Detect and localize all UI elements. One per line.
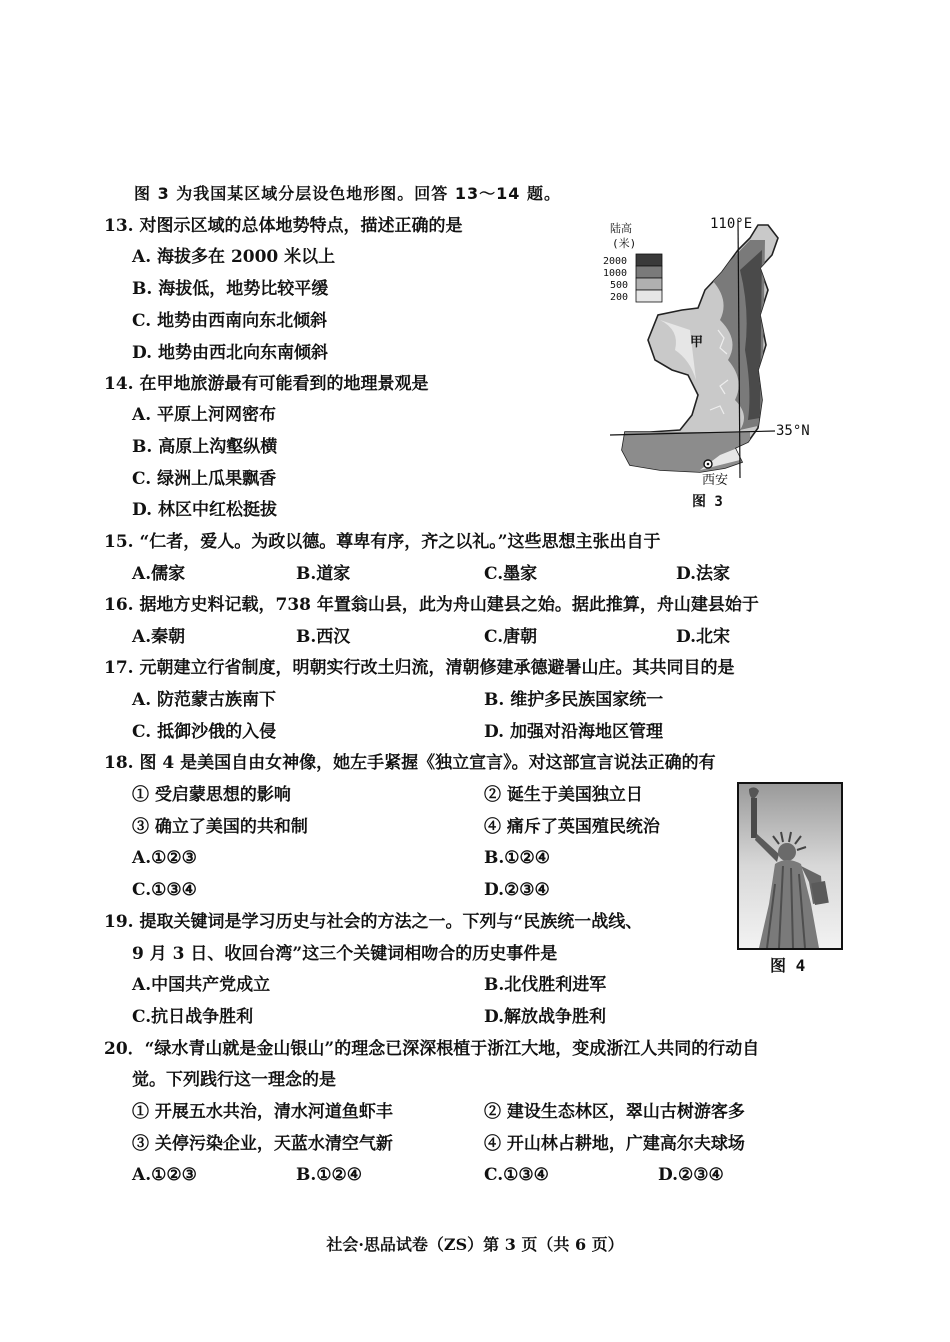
legend-level-1000: 1000 bbox=[603, 268, 628, 279]
q20-option-c: C.①③④ bbox=[484, 1165, 549, 1185]
q20-statement-1: ① 开展五水共治，清水河道鱼虾丰 bbox=[132, 1102, 393, 1122]
longitude-label: 110°E bbox=[710, 216, 753, 232]
q15-option-a: A.儒家 bbox=[132, 564, 186, 584]
q18-option-c: C.①③④ bbox=[132, 880, 197, 900]
intro-text: 图 3 为我国某区域分层设色地形图。回答 13～14 题。 bbox=[134, 184, 561, 203]
photo-caption: 图 4 bbox=[770, 956, 806, 975]
q18-statement-3: ③ 确立了美国的共和制 bbox=[132, 817, 308, 837]
q20-stem-line2: 觉。下列践行这一理念的是 bbox=[132, 1070, 336, 1090]
terrain-map-figure bbox=[600, 210, 825, 510]
latitude-label: 35°N bbox=[776, 423, 810, 439]
q16-option-b: B.西汉 bbox=[296, 627, 351, 647]
q20-option-d: D.②③④ bbox=[658, 1165, 724, 1185]
q13-option-b: B. 海拔低，地势比较平缓 bbox=[132, 279, 329, 299]
q18-statement-4: ④ 痛斥了英国殖民统治 bbox=[484, 817, 660, 837]
q13-option-c: C. 地势由西南向东北倾斜 bbox=[132, 311, 328, 331]
legend-swatch bbox=[636, 266, 662, 278]
q14-option-b: B. 高原上沟壑纵横 bbox=[132, 437, 278, 457]
q13-stem: 13. 对图示区域的总体地势特点，描述正确的是 bbox=[104, 216, 463, 236]
q18-option-d: D.②③④ bbox=[484, 880, 550, 900]
q20-statement-2: ② 建设生态林区，翠山古树游客多 bbox=[484, 1102, 745, 1122]
q18-option-a: A.①②③ bbox=[132, 848, 197, 868]
legend-swatch bbox=[636, 254, 662, 266]
place-jia-label: 甲 bbox=[690, 335, 704, 350]
q20-stem-line1: 20．“绿水青山就是金山银山”的理念已深深根植于浙江大地，变成浙江人共同的行动自 bbox=[104, 1039, 760, 1059]
q19-option-b: B.北伐胜利进军 bbox=[484, 975, 607, 995]
q15-option-b: B.道家 bbox=[296, 564, 351, 584]
legend-level-2000: 2000 bbox=[603, 256, 628, 267]
q20-statement-3: ③ 关停污染企业，天蓝水清空气新 bbox=[132, 1134, 393, 1154]
q14-option-c: C. 绿洲上瓜果飘香 bbox=[132, 469, 277, 489]
q15-option-d: D.法家 bbox=[676, 564, 731, 584]
legend bbox=[603, 254, 662, 303]
q16-option-a: A.秦朝 bbox=[132, 627, 186, 647]
q19-option-d: D.解放战争胜利 bbox=[484, 1007, 607, 1027]
q18-statement-1: ① 受启蒙思想的影响 bbox=[132, 785, 291, 805]
map-caption: 图 3 bbox=[692, 494, 723, 510]
q19-stem-line1: 19. 提取关键词是学习历史与社会的方法之一。下列与“民族统一战线、 bbox=[104, 912, 643, 932]
statue-of-liberty-photo bbox=[737, 782, 843, 950]
q19-option-a: A.中国共产党成立 bbox=[132, 975, 271, 995]
q17-option-d: D. 加强对沿海地区管理 bbox=[484, 722, 663, 742]
q19-stem-line2: 9 月 3 日、收回台湾”这三个关键词相吻合的历史事件是 bbox=[132, 944, 558, 964]
q20-statement-4: ④ 开山林占耕地，广建高尔夫球场 bbox=[484, 1134, 745, 1154]
legend-swatch bbox=[636, 290, 662, 302]
city-label: 西安 bbox=[702, 473, 729, 488]
q13-option-d: D. 地势由西北向东南倾斜 bbox=[132, 343, 328, 363]
q18-stem: 18. 图 4 是美国自由女神像，她左手紧握《独立宣言》。对这部宣言说法正确的有 bbox=[104, 753, 716, 773]
q14-option-d: D. 林区中红松挺拔 bbox=[132, 500, 277, 520]
q19-option-c: C.抗日战争胜利 bbox=[132, 1007, 254, 1027]
legend-level-500: 500 bbox=[610, 280, 629, 291]
page-footer: 社会·思品试卷（ZS）第 3 页（共 6 页） bbox=[326, 1235, 624, 1254]
q14-option-a: A. 平原上河网密布 bbox=[132, 405, 277, 425]
q13-option-a: A. 海拔多在 2000 米以上 bbox=[132, 247, 336, 267]
q18-option-b: B.①②④ bbox=[484, 848, 551, 868]
q14-stem: 14. 在甲地旅游最有可能看到的地理景观是 bbox=[104, 374, 429, 394]
q16-stem: 16. 据地方史料记载，738 年置翁山县，此为舟山建县之始。据此推算，舟山建县始于 bbox=[104, 595, 759, 615]
q15-option-c: C.墨家 bbox=[484, 564, 538, 584]
q18-statement-2: ② 诞生于美国独立日 bbox=[484, 785, 643, 805]
q16-option-c: C.唐朝 bbox=[484, 627, 538, 647]
q15-stem: 15. “仁者，爱人。为政以德。尊卑有序，齐之以礼。”这些思想主张出自于 bbox=[104, 532, 661, 552]
q17-stem: 17. 元朝建立行省制度，明朝实行改土归流，清朝修建承德避暑山庄。其共同目的是 bbox=[104, 658, 735, 678]
q16-option-d: D.北宋 bbox=[676, 627, 731, 647]
q17-option-c: C. 抵御沙俄的入侵 bbox=[132, 722, 277, 742]
legend-level-200: 200 bbox=[610, 292, 629, 303]
legend-title: 陆高 bbox=[610, 222, 632, 235]
q20-option-b: B.①②④ bbox=[296, 1165, 363, 1185]
q17-option-a: A. 防范蒙古族南下 bbox=[132, 690, 277, 710]
q20-option-a: A.①②③ bbox=[132, 1165, 197, 1185]
legend-swatch bbox=[636, 278, 662, 290]
q17-option-b: B. 维护多民族国家统一 bbox=[484, 690, 664, 710]
legend-unit: (米) bbox=[612, 237, 637, 250]
